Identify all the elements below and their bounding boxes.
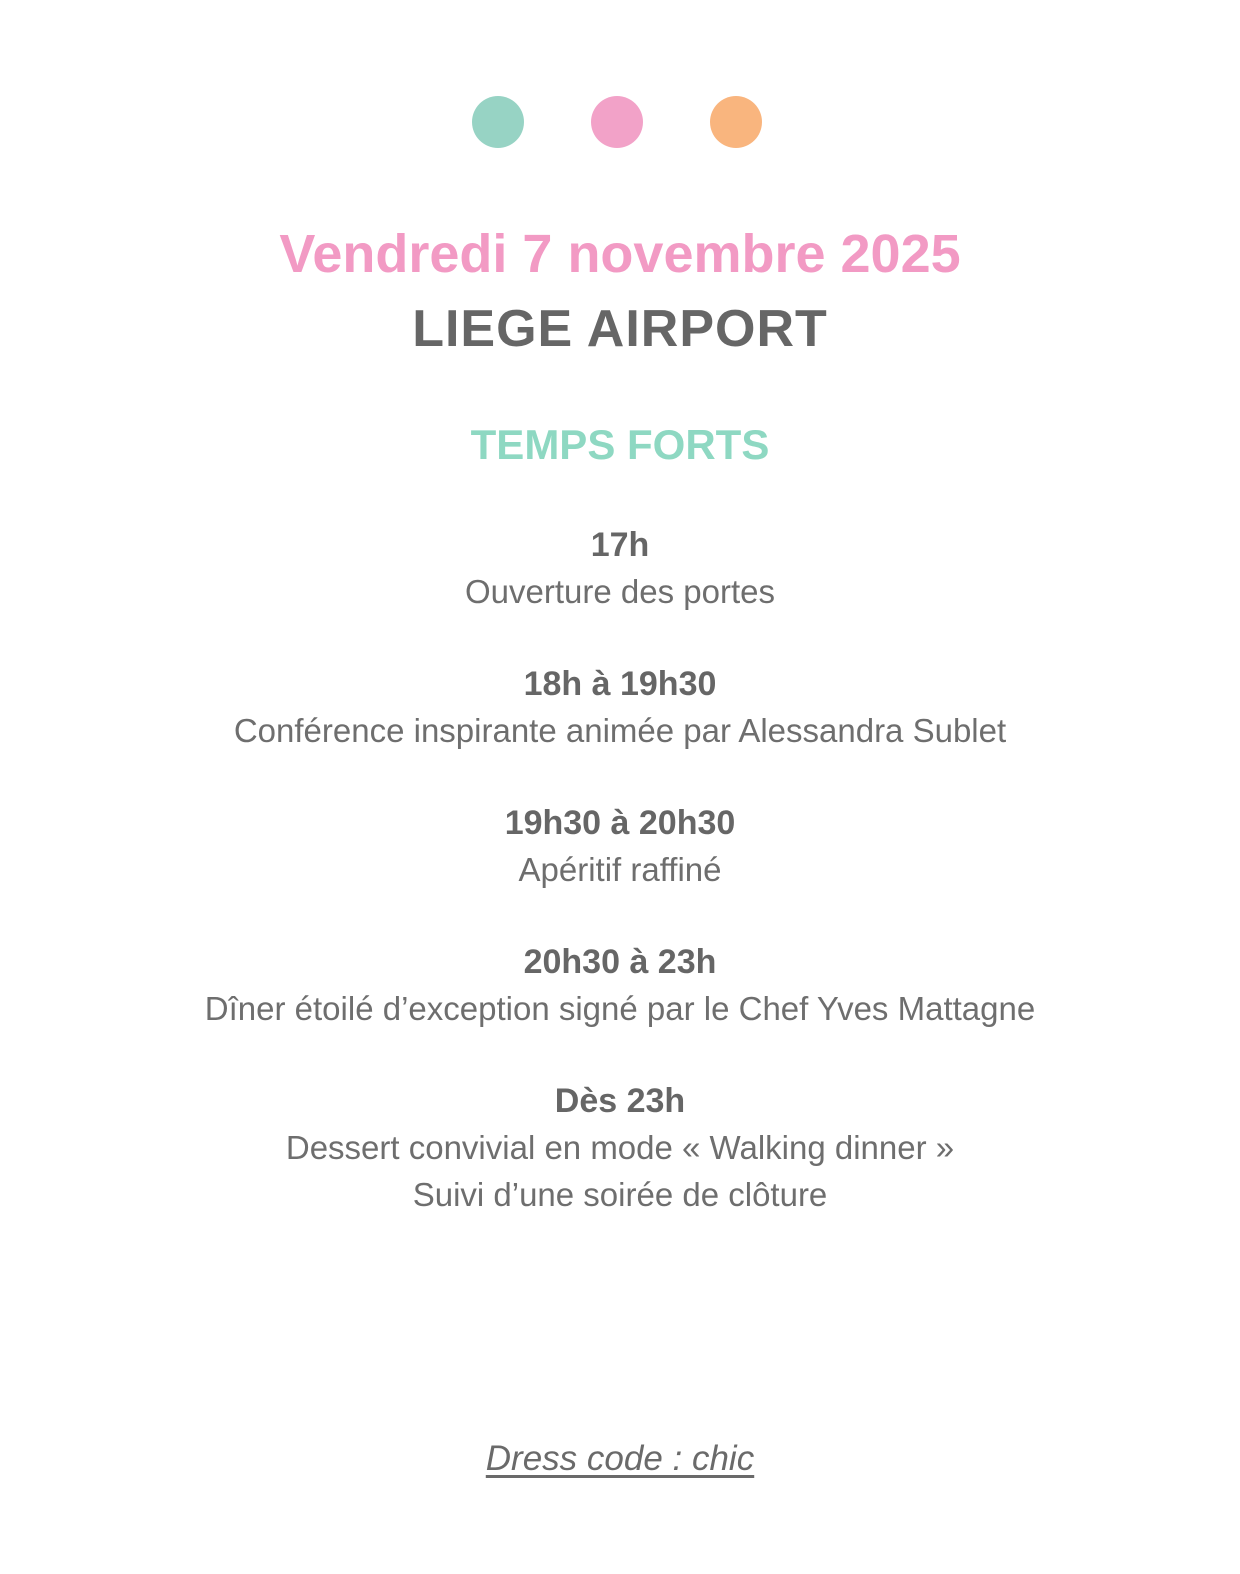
program-title: TEMPS FORTS [470,421,770,468]
slot-description: Conférence inspirante animée par Alessandra Sublet [233,712,1007,749]
schedule-slot [0,939,1240,1032]
pink-dot [591,96,643,148]
slot-time: 19h30 à 20h30 [504,804,736,842]
slot-description: Apéritif raffiné [518,851,722,888]
schedule-slot [0,800,1240,893]
event-venue: LIEGE AIRPORT [412,300,828,358]
teal-dot [472,96,524,148]
dress-code-text: Dress code : chic [485,1439,755,1478]
schedule-slot [0,522,1240,615]
slot-time: 17h [590,526,650,564]
decorative-dots [0,96,1240,148]
schedule-slot [0,1078,1240,1218]
slot-description: Ouverture des portes [465,573,775,610]
slot-time: 18h à 19h30 [523,665,717,703]
slot-time: 20h30 à 23h [523,943,717,981]
event-date: Vendredi 7 novembre 2025 [279,224,961,284]
schedule-slot [0,661,1240,754]
schedule [0,522,1240,1264]
dress-code [0,1436,1240,1482]
orange-dot [710,96,762,148]
slot-time: Dès 23h [554,1082,686,1120]
slot-description: Suivi d’une soirée de clôture [412,1176,828,1213]
slot-description: Dessert convivial en mode « Walking dinner » [285,1129,955,1166]
slot-description: Dîner étoilé d’exception signé par le Chef Yves Mattagne [204,990,1036,1027]
